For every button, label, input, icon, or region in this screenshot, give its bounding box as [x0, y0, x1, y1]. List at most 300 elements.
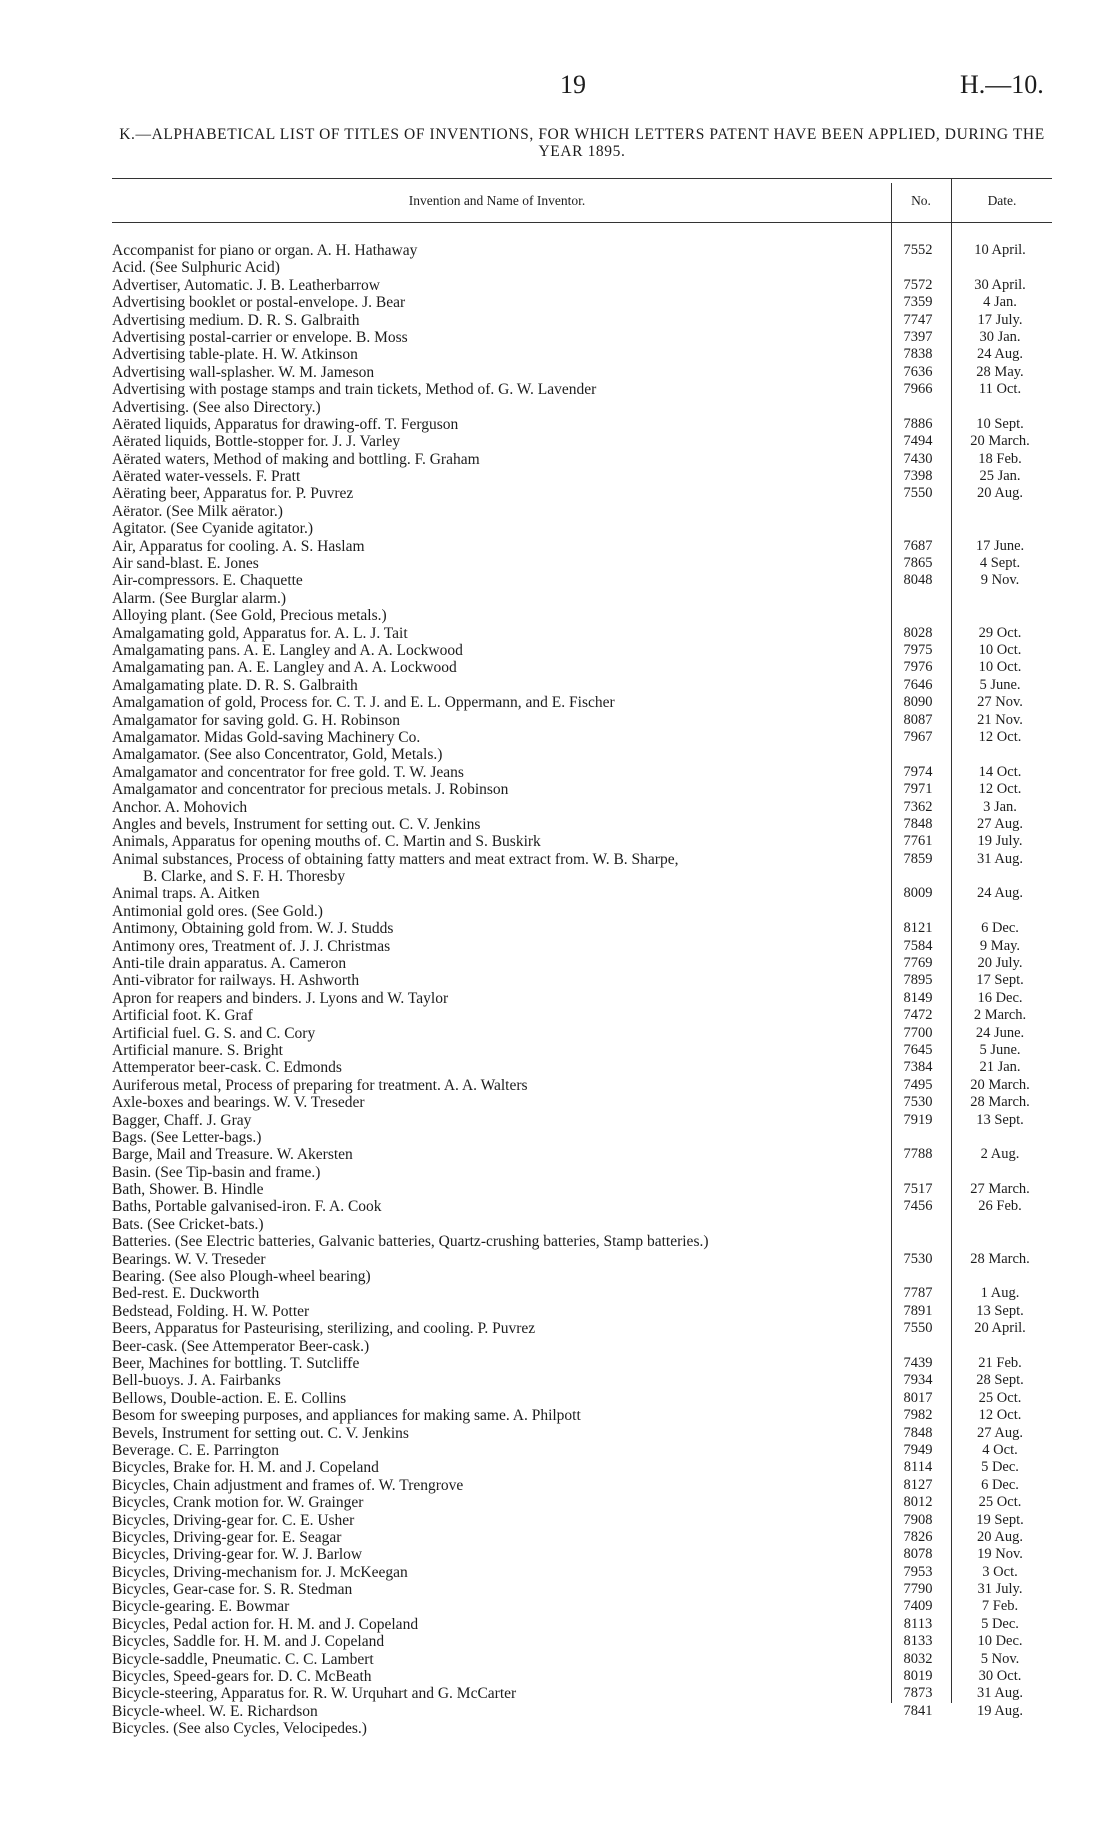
table-row [0, 868, 1114, 885]
table-row [0, 1372, 1114, 1389]
patent-number: 7934 [903, 1372, 933, 1389]
invention-title: Bicycles, Pedal action for. H. M. and J. Copeland [112, 1615, 419, 1633]
invention-title: Aërated water-vessels. F. Pratt [112, 468, 301, 486]
application-date: 9 May. [979, 937, 1021, 954]
invention-title: Bicycles, Gear-case for. S. R. Stedman [112, 1581, 353, 1599]
application-date: 18 Feb. [978, 450, 1022, 467]
invention-title: Antimonial gold ores. (See Gold.) [112, 902, 323, 920]
application-date: 25 Oct. [978, 1494, 1022, 1511]
application-date: 24 Aug. [977, 346, 1023, 363]
table-row [0, 1512, 1114, 1529]
patent-number: 7953 [903, 1563, 933, 1580]
application-date: 9 Nov. [980, 572, 1020, 589]
patent-number: 8121 [903, 920, 933, 937]
patent-number: 7976 [903, 659, 933, 676]
application-date: 14 Oct. [978, 763, 1022, 780]
invention-title: Amalgamating gold, Apparatus for. A. L. J. Tait [112, 624, 408, 642]
application-date: 5 Dec. [981, 1615, 1019, 1632]
patent-number: 7790 [903, 1581, 933, 1598]
invention-title: Barge, Mail and Treasure. W. Akersten [112, 1146, 353, 1164]
table-row [0, 242, 1114, 259]
table-row [0, 833, 1114, 850]
patent-number: 8012 [903, 1494, 933, 1511]
patent-number: 7974 [903, 763, 933, 780]
patent-number: 8113 [903, 1615, 933, 1632]
table-row [0, 1355, 1114, 1372]
application-date: 19 Aug. [977, 1702, 1023, 1719]
patent-number: 7456 [903, 1198, 933, 1215]
application-date: 3 Jan. [983, 798, 1017, 815]
application-date: 28 March. [970, 1094, 1030, 1111]
table-row [0, 1425, 1114, 1442]
patent-number: 7494 [903, 433, 933, 450]
patent-number: 7919 [903, 1111, 933, 1128]
application-date: 17 June. [975, 537, 1025, 554]
page-title: K.—ALPHABETICAL LIST OF TITLES OF INVENTIONS, FOR WHICH LETTERS PATENT HAVE BEEN APPLIED, DURING THE YEAR 1895. [119, 126, 1045, 160]
application-date: 19 Nov. [977, 1546, 1023, 1563]
invention-title: Animals, Apparatus for opening mouths of. C. Martin and S. Buskirk [112, 833, 541, 851]
table-row [0, 764, 1114, 781]
table-row [0, 677, 1114, 694]
table-row [0, 1338, 1114, 1355]
invention-title: Beverage. C. E. Parrington [112, 1441, 280, 1459]
application-date: 29 Oct. [978, 624, 1022, 641]
application-date: 30 Oct. [978, 1668, 1022, 1685]
invention-title: Bicycles, Driving-gear for. C. E. Usher [112, 1511, 355, 1529]
patent-number: 7384 [903, 1059, 933, 1076]
patent-number: 7787 [903, 1285, 933, 1302]
patent-number: 7517 [903, 1181, 933, 1198]
patent-number: 7584 [903, 937, 933, 954]
table-row [0, 625, 1114, 642]
table-row [0, 1616, 1114, 1633]
application-date: 28 March. [970, 1250, 1030, 1267]
invention-title: Advertising table-plate. H. W. Atkinson [112, 346, 358, 364]
patent-number: 7362 [903, 798, 933, 815]
application-date: 27 March. [970, 1181, 1030, 1198]
patent-number: 8028 [903, 624, 933, 641]
application-date: 1 Aug. [980, 1285, 1020, 1302]
invention-title: Bearings. W. V. Treseder [112, 1250, 266, 1268]
invention-title: Amalgamator. Midas Gold-saving Machinery Co. [112, 728, 421, 746]
table-row [0, 1459, 1114, 1476]
invention-title: Amalgamator and concentrator for free gold. T. W. Jeans [112, 763, 464, 781]
application-date: 11 Oct. [978, 381, 1022, 398]
table-row [0, 520, 1114, 537]
invention-title: B. Clarke, and S. F. H. Thoresby [143, 868, 346, 886]
table-row [0, 1633, 1114, 1650]
table-row [0, 1668, 1114, 1685]
table-row [0, 1007, 1114, 1024]
table-row [0, 990, 1114, 1007]
application-date: 30 April. [974, 276, 1026, 293]
table-row [0, 1529, 1114, 1546]
application-date: 4 Sept. [979, 555, 1021, 572]
application-date: 7 Feb. [981, 1598, 1019, 1615]
invention-title: Beer, Machines for bottling. T. Sutcliffe [112, 1355, 360, 1372]
application-date: 2 Aug. [980, 1146, 1020, 1163]
patent-number: 7895 [903, 972, 933, 989]
application-date: 10 Dec. [977, 1633, 1023, 1650]
invention-title: Bicycle-saddle, Pneumatic. C. C. Lambert [112, 1650, 374, 1668]
application-date: 5 Dec. [981, 1459, 1019, 1476]
invention-title: Advertising postal-carrier or envelope. B. Moss [112, 328, 408, 346]
table-row [0, 938, 1114, 955]
table-row [0, 555, 1114, 572]
application-date: 31 Aug. [977, 1685, 1023, 1702]
patent-number: 8149 [903, 989, 933, 1006]
invention-title: Bicycle-steering, Apparatus for. R. W. Urquhart and G. McCarter [112, 1685, 517, 1703]
patent-number: 7359 [903, 294, 933, 311]
application-date: 6 Dec. [981, 920, 1019, 937]
table-row [0, 451, 1114, 468]
invention-list [0, 242, 1114, 1738]
table-row [0, 955, 1114, 972]
table-row [0, 816, 1114, 833]
table-row [0, 1477, 1114, 1494]
patent-number: 7848 [903, 1424, 933, 1441]
table-row [0, 1685, 1114, 1702]
patent-number: 7949 [903, 1441, 933, 1458]
invention-title: Bicycles, Driving-gear for. W. J. Barlow [112, 1546, 363, 1564]
patent-number: 7886 [903, 415, 933, 432]
table-row [0, 364, 1114, 381]
table-row [0, 746, 1114, 763]
invention-title: Amalgamating pans. A. E. Langley and A. A. Lockwood [112, 641, 463, 659]
patent-number: 7966 [903, 381, 933, 398]
patent-number: 7859 [903, 850, 933, 867]
invention-title: Amalgamating pan. A. E. Langley and A. A. Lockwood [112, 659, 457, 677]
table-row [0, 1233, 1114, 1250]
header-bottom-rule [112, 222, 1052, 223]
patent-number: 7848 [903, 815, 933, 832]
table-row [0, 712, 1114, 729]
application-date: 27 Nov. [977, 694, 1023, 711]
invention-title: Bicycle-gearing. E. Bowmar [112, 1598, 290, 1616]
patent-number: 7975 [903, 641, 933, 658]
table-row [0, 1042, 1114, 1059]
invention-title: Anti-tile drain apparatus. A. Cameron [112, 955, 347, 973]
patent-number: 8032 [903, 1650, 933, 1667]
patent-number: 8090 [903, 694, 933, 711]
invention-title: Bicycles, Driving-gear for. E. Seagar [112, 1528, 342, 1546]
application-date: 3 Oct. [982, 1563, 1018, 1580]
invention-title: Acid. (See Sulphuric Acid) [112, 259, 280, 277]
invention-title: Bagger, Chaff. J. Gray [112, 1111, 252, 1129]
invention-title: Baths, Portable galvanised-iron. F. A. Cook [112, 1198, 382, 1216]
invention-title: Bicycles, Chain adjustment and frames of. W. Trengrove [112, 1476, 464, 1494]
document-code: H.—10. [960, 70, 1044, 99]
invention-title: Advertising medium. D. R. S. Galbraith [112, 311, 360, 329]
table-row [0, 1598, 1114, 1615]
table-row [0, 1546, 1114, 1563]
table-row [0, 1025, 1114, 1042]
application-date: 31 Aug. [977, 850, 1023, 867]
invention-title: Air-compressors. E. Chaquette [112, 572, 303, 590]
table-row [0, 1059, 1114, 1076]
table-row [0, 1320, 1114, 1337]
invention-title: Axle-boxes and bearings. W. V. Treseder [112, 1094, 365, 1112]
patent-number: 7530 [903, 1250, 933, 1267]
invention-title: Anchor. A. Mohovich [112, 798, 248, 816]
patent-number: 7430 [903, 450, 933, 467]
invention-title: Bellows, Double-action. E. E. Collins [112, 1389, 347, 1407]
application-date: 12 Oct. [978, 728, 1022, 745]
patent-number: 7398 [903, 468, 933, 485]
column-header-invention: Invention and Name of Inventor. [408, 193, 586, 208]
table-row [0, 1077, 1114, 1094]
table-row [0, 1303, 1114, 1320]
invention-title: Bedstead, Folding. H. W. Potter [112, 1302, 310, 1320]
table-row [0, 572, 1114, 589]
table-row [0, 294, 1114, 311]
application-date: 5 Nov. [980, 1650, 1020, 1667]
application-date: 30 Jan. [979, 328, 1021, 345]
patent-number: 7572 [903, 276, 933, 293]
invention-title: Beer-cask. (See Attemperator Beer-cask.) [112, 1337, 370, 1355]
invention-title: Antimony ores, Treatment of. J. J. Christmas [112, 937, 391, 955]
application-date: 21 Jan. [979, 1059, 1021, 1076]
patent-number: 7552 [903, 242, 933, 258]
application-date: 17 July. [977, 311, 1023, 328]
application-date: 5 June. [979, 1041, 1021, 1058]
table-row [0, 590, 1114, 607]
patent-number: 8078 [903, 1546, 933, 1563]
invention-title: Bats. (See Cricket-bats.) [112, 1215, 264, 1233]
table-row [0, 1703, 1114, 1720]
table-row [0, 1251, 1114, 1268]
table-row [0, 433, 1114, 450]
invention-title: Bicycles. (See also Cycles, Velocipedes.) [112, 1720, 367, 1738]
table-row [0, 729, 1114, 746]
patent-number: 8019 [903, 1668, 933, 1685]
invention-title: Besom for sweeping purposes, and appliances for making same. A. Philpott [112, 1407, 581, 1425]
table-row [0, 1285, 1114, 1302]
table-row [0, 1442, 1114, 1459]
application-date: 12 Oct. [978, 1407, 1022, 1424]
table-row [0, 1129, 1114, 1146]
table-row [0, 1164, 1114, 1181]
invention-title: Animal traps. A. Aitken [112, 885, 260, 903]
application-date: 20 April. [974, 1320, 1026, 1337]
table-row [0, 972, 1114, 989]
invention-title: Air sand-blast. E. Jones [112, 555, 259, 573]
patent-number: 7645 [903, 1041, 933, 1058]
application-date: 2 March. [973, 1007, 1027, 1024]
table-row [0, 259, 1114, 276]
table-row [0, 1407, 1114, 1424]
invention-title: Bell-buoys. J. A. Fairbanks [112, 1372, 281, 1390]
table-row [0, 1146, 1114, 1163]
patent-number: 7971 [903, 781, 933, 798]
table-row [0, 538, 1114, 555]
invention-title: Apron for reapers and binders. J. Lyons and W. Taylor [112, 989, 449, 1007]
column-header-no: No. [911, 193, 931, 208]
patent-number: 7530 [903, 1094, 933, 1111]
patent-number: 7967 [903, 728, 933, 745]
invention-title: Bicycles, Brake for. H. M. and J. Copeland [112, 1459, 379, 1477]
patent-number: 8009 [903, 885, 933, 902]
invention-title: Amalgamator and concentrator for precious metals. J. Robinson [112, 781, 509, 799]
invention-title: Basin. (See Tip-basin and frame.) [112, 1163, 321, 1181]
patent-number: 7397 [903, 328, 933, 345]
invention-title: Bags. (See Letter-bags.) [112, 1128, 262, 1146]
patent-number: 8133 [903, 1633, 933, 1650]
invention-title: Bath, Shower. B. Hindle [112, 1181, 264, 1199]
invention-title: Alarm. (See Burglar alarm.) [112, 589, 287, 607]
invention-title: Antimony, Obtaining gold from. W. J. Studds [112, 920, 394, 938]
patent-number: 7687 [903, 537, 933, 554]
invention-title: Artificial foot. K. Graf [112, 1007, 253, 1025]
table-row [0, 312, 1114, 329]
invention-title: Artificial manure. S. Bright [112, 1041, 283, 1059]
invention-title: Angles and bevels, Instrument for setting out. C. V. Jenkins [112, 815, 481, 833]
invention-title: Amalgamating plate. D. R. S. Galbraith [112, 676, 358, 694]
table-row [0, 799, 1114, 816]
application-date: 20 Aug. [977, 1528, 1023, 1545]
invention-title: Bicycles, Speed-gears for. D. C. McBeath [112, 1668, 372, 1686]
header-top-rule [112, 178, 1052, 179]
table-row [0, 277, 1114, 294]
patent-number: 7891 [903, 1302, 933, 1319]
application-date: 12 Oct. [978, 781, 1022, 798]
application-date: 27 Aug. [977, 1424, 1023, 1441]
table-row [0, 642, 1114, 659]
application-date: 28 May. [976, 363, 1024, 380]
table-row [0, 468, 1114, 485]
invention-title: Bearing. (See also Plough-wheel bearing) [112, 1268, 371, 1286]
patent-number: 7788 [903, 1146, 933, 1163]
application-date: 10 Sept. [976, 415, 1024, 432]
invention-title: Advertiser, Automatic. J. B. Leatherbarrow [112, 276, 380, 294]
invention-title: Artificial fuel. G. S. and C. Cory [112, 1024, 316, 1042]
patent-number: 7747 [903, 311, 933, 328]
invention-title: Amalgamator. (See also Concentrator, Gold, Metals.) [112, 746, 443, 764]
application-date: 31 July. [977, 1581, 1023, 1598]
patent-number: 7495 [903, 1076, 933, 1093]
patent-number: 7700 [903, 1024, 933, 1041]
application-date: 21 Feb. [978, 1355, 1022, 1371]
table-row [0, 1390, 1114, 1407]
patent-number: 8048 [903, 572, 933, 589]
invention-title: Aërated liquids, Apparatus for drawing-off. T. Ferguson [112, 415, 459, 433]
invention-title: Bicycles, Crank motion for. W. Grainger [112, 1494, 364, 1512]
patent-number: 7550 [903, 485, 933, 502]
table-row [0, 1564, 1114, 1581]
invention-title: Advertising wall-splasher. W. M. Jameson [112, 363, 375, 381]
application-date: 10 Oct. [978, 641, 1022, 658]
application-date: 19 July. [977, 833, 1023, 850]
patent-number: 7761 [903, 833, 933, 850]
table-row [0, 1094, 1114, 1111]
patent-number: 7873 [903, 1685, 933, 1702]
invention-title: Aërated waters, Method of making and bottling. F. Graham [112, 450, 480, 468]
patent-number: 8087 [903, 711, 933, 728]
application-date: 24 Aug. [977, 885, 1023, 902]
invention-title: Bicycles, Driving-mechanism for. J. McKeegan [112, 1563, 408, 1581]
application-date: 10 April. [974, 242, 1026, 258]
page-number: 19 [560, 70, 586, 99]
patent-number: 7826 [903, 1528, 933, 1545]
invention-title: Anti-vibrator for railways. H. Ashworth [112, 972, 360, 990]
table-row [0, 1181, 1114, 1198]
table-row [0, 694, 1114, 711]
invention-title: Agitator. (See Cyanide agitator.) [112, 520, 314, 538]
table-row [0, 1581, 1114, 1598]
patent-number: 7769 [903, 955, 933, 972]
table-row [0, 1112, 1114, 1129]
table-row [0, 659, 1114, 676]
application-date: 4 Jan. [983, 294, 1017, 311]
invention-title: Animal substances, Process of obtaining fatty matters and meat extract from. W. B. Sharpe, [112, 850, 679, 868]
invention-title: Advertising booklet or postal-envelope. J. Bear [112, 294, 406, 312]
patent-number: 7472 [903, 1007, 933, 1024]
table-row [0, 920, 1114, 937]
invention-title: Beers, Apparatus for Pasteurising, sterilizing, and cooling. P. Puvrez [112, 1320, 536, 1338]
application-date: 20 July. [977, 955, 1023, 972]
invention-title: Advertising. (See also Directory.) [112, 398, 321, 416]
invention-title: Amalgamation of gold, Process for. C. T. J. and E. L. Oppermann, and E. Fischer [112, 694, 615, 712]
table-row [0, 503, 1114, 520]
application-date: 13 Sept. [976, 1302, 1024, 1319]
table-row [0, 1216, 1114, 1233]
table-row [0, 485, 1114, 502]
table-row [0, 329, 1114, 346]
invention-title: Batteries. (See Electric batteries, Galvanic batteries, Quartz-crushing batteries, Stamp batteries.) [112, 1233, 709, 1251]
invention-title: Aërator. (See Milk aërator.) [112, 502, 283, 520]
invention-title: Bed-rest. E. Duckworth [112, 1285, 260, 1303]
table-row [0, 781, 1114, 798]
patent-number: 7646 [903, 676, 933, 693]
invention-title: Air, Apparatus for cooling. A. S. Haslam [112, 537, 365, 555]
invention-title: Accompanist for piano or organ. A. H. Hathaway [112, 242, 418, 259]
application-date: 4 Oct. [982, 1441, 1018, 1458]
application-date: 25 Jan. [979, 468, 1021, 485]
column-header-date: Date. [987, 193, 1017, 208]
invention-title: Bevels, Instrument for setting out. C. V. Jenkins [112, 1424, 409, 1442]
patent-number: 7838 [903, 346, 933, 363]
application-date: 20 Aug. [977, 485, 1023, 502]
patent-number: 7439 [903, 1355, 933, 1371]
patent-number: 7908 [903, 1511, 933, 1528]
patent-number: 7636 [903, 363, 933, 380]
application-date: 27 Aug. [977, 815, 1023, 832]
application-date: 5 June. [979, 676, 1021, 693]
invention-title: Bicycle-wheel. W. E. Richardson [112, 1702, 318, 1720]
application-date: 16 Dec. [977, 989, 1023, 1006]
table-row [0, 416, 1114, 433]
invention-title: Aërated liquids, Bottle-stopper for. J. J. Varley [112, 433, 401, 451]
table-row [0, 1651, 1114, 1668]
invention-title: Amalgamator for saving gold. G. H. Robinson [112, 711, 401, 729]
application-date: 10 Oct. [978, 659, 1022, 676]
table-row [0, 851, 1114, 868]
patent-number: 7409 [903, 1598, 933, 1615]
application-date: 25 Oct. [978, 1389, 1022, 1406]
invention-title: Auriferous metal, Process of preparing for treatment. A. A. Walters [112, 1076, 528, 1094]
invention-title: Attemperator beer-cask. C. Edmonds [112, 1059, 342, 1077]
application-date: 13 Sept. [976, 1111, 1024, 1128]
application-date: 28 Sept. [976, 1372, 1024, 1389]
application-date: 17 Sept. [976, 972, 1024, 989]
patent-number: 7550 [903, 1320, 933, 1337]
patent-number: 7865 [903, 555, 933, 572]
invention-title: Alloying plant. (See Gold, Precious metals.) [112, 607, 387, 625]
application-date: 26 Feb. [978, 1198, 1022, 1215]
table-row [0, 1720, 1114, 1737]
table-row [0, 1268, 1114, 1285]
application-date: 19 Sept. [976, 1511, 1024, 1528]
